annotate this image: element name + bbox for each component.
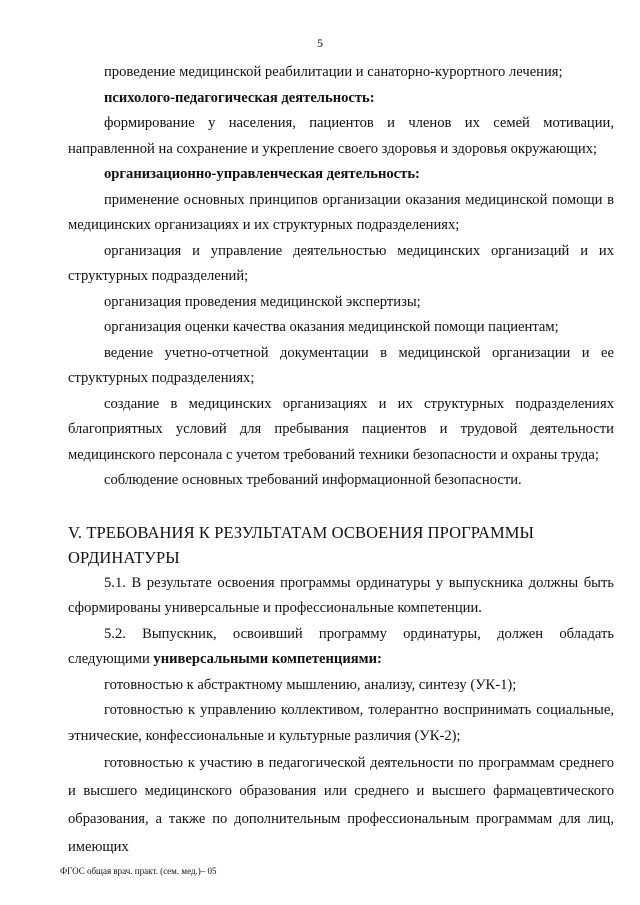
paragraph-5-2-bold: универсальными компетенциями:	[153, 651, 382, 667]
paragraph-5-2	[68, 622, 614, 673]
paragraph-5-2-text: 5.2. Выпускник, освоивший программу ординатуры, должен обладать следующими	[68, 625, 614, 667]
heading-org-management: организационно-управленческая деятельность:	[104, 166, 420, 182]
page-number: 5	[317, 36, 323, 50]
paragraph-5-1: 5.1. В результате освоения программы ординатуры у выпускника должны быть сформированы универсальные и профессиональные компетенции.	[68, 574, 614, 616]
paragraph-expertise: организация проведения медицинской экспертизы;	[104, 293, 421, 310]
competence-uk2: готовностью к управлению коллективом, толерантно воспринимать социальные, этнические, конфессиональные и культурные различия (УК-2);	[68, 702, 614, 744]
competence-uk1: готовностью к абстрактному мышлению, анализу, синтезу (УК-1);	[104, 676, 517, 693]
paragraph-security: соблюдение основных требований информационной безопасности.	[104, 472, 522, 488]
paragraph-conditions: создание в медицинских организациях и их структурных подразделениях благоприятных условий для пребывания пациентов и трудовой деятельности медицинского персонала с учетом требований техники безопасности и охраны труда;	[68, 395, 614, 463]
paragraph-motivation: формирование у населения, пациентов и членов их семей мотивации, направленной на сохранение и укрепление своего здоровья и здоровья окружающих;	[68, 115, 614, 157]
heading-psych-pedagogical: психолого-педагогическая деятельность:	[104, 89, 375, 106]
paragraph-management: организация и управление деятельностью медицинских организаций и их структурных подразделений;	[68, 242, 614, 284]
section-v-heading: V. ТРЕБОВАНИЯ К РЕЗУЛЬТАТАМ ОСВОЕНИЯ ПРОГРАММЫ ОРДИНАТУРЫ	[68, 522, 535, 567]
footer-doc-code: ФГОС общая врач. практ. (сем. мед.)– 05	[60, 866, 217, 876]
competence-uk3: готовностью к участию в педагогической деятельности по программам среднего и высшего медицинского образования или среднего и высшего фармацевтического образования, а также по дополнительным профессиональным программам для лиц, имеющих	[68, 755, 614, 855]
paragraph-quality: организация оценки качества оказания медицинской помощи пациентам;	[104, 319, 559, 335]
paragraph-documentation: ведение учетно-отчетной документации в медицинской организации и ее структурных подразделениях;	[68, 344, 614, 386]
page-content	[68, 60, 614, 861]
paragraph-rehabilitation: проведение медицинской реабилитации и санаторно-курортного лечения;	[104, 64, 563, 80]
paragraph-principles: применение основных принципов организации оказания медицинской помощи в медицинских организациях и их структурных подразделениях;	[68, 191, 614, 233]
